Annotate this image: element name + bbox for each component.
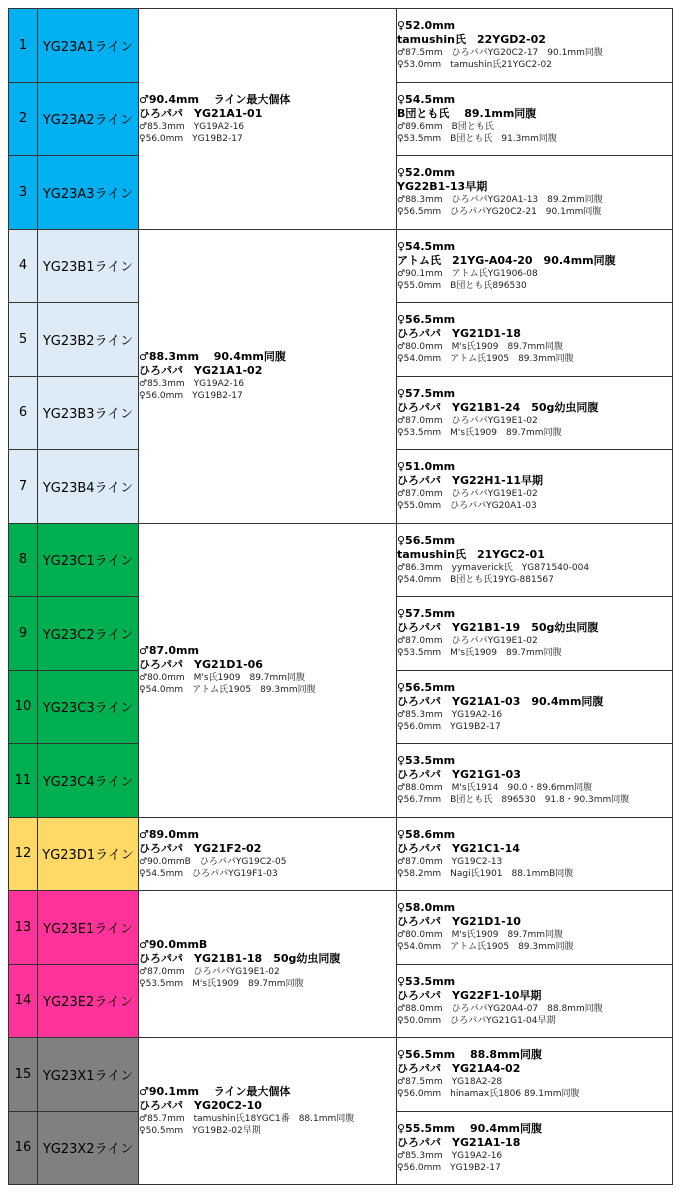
sire-id: ひろパパ YG21A1-02 [139,364,263,377]
line-number: 1 [9,9,38,83]
line-number: 14 [9,964,38,1038]
dam-parent: ♀56.0mm hinamax氏1806 89.1mm同腹 [397,1089,580,1100]
sire-info [139,891,397,1038]
dam-id: ひろパパ YG21D1-18 [397,327,521,341]
sire-info [139,1038,397,1185]
sire-parent: ♀54.5mm ひろパパYG19F1-03 [139,868,278,879]
line-name: YG23X1ライン [38,1038,139,1112]
dam-size: ♀58.0mm [397,901,456,915]
dam-id: ひろパパ YG21G1-03 [397,768,521,782]
table-row [9,229,673,303]
line-number: 12 [9,817,38,891]
line-number: 16 [9,1111,38,1185]
dam-parent: ♀54.0mm アトム氏1905 89.3mm同腹 [397,942,574,953]
dam-id: ひろパパ YG21A4-02 [397,1062,521,1076]
table-row [9,523,673,597]
line-name: YG23D1ライン [38,817,139,891]
dam-info [397,229,673,303]
dam-info [397,744,673,818]
dam-parent: ♂87.0mm ひろパパYG19E1-02 [397,489,538,500]
dam-id: アトム氏 21YG-A04-20 90.4mm同腹 [397,253,616,267]
sire-parent: ♂85.3mm YG19A2-16 [139,121,245,132]
line-number: 11 [9,744,38,818]
dam-info [397,376,673,450]
dam-id: tamushin氏 22YGD2-02 [397,33,546,47]
sire-parent: ♀50.5mm YG19B2-02早期 [139,1126,261,1136]
dam-parent: ♀56.5mm ひろパパYG20C2-21 90.1mm同腹 [397,207,602,218]
dam-id: ひろパパ YG21B1-24 50g幼虫同腹 [397,400,599,414]
sire-parent: ♂90.0mmB ひろパパYG19C2-05 [139,856,287,867]
dam-size: ♀58.6mm [397,827,456,841]
dam-parent: ♂87.5mm YG18A2-28 [397,1077,503,1088]
dam-size: ♀56.5mm [397,680,456,694]
table-row [9,1038,673,1112]
line-number: 6 [9,376,38,450]
dam-id: YG22B1-13早期 [397,180,488,194]
sire-id: ひろパパ YG21F2-02 [139,841,262,855]
sire-size: ♂87.0mm [139,644,199,657]
dam-size: ♀52.0mm [397,19,456,33]
dam-info [397,670,673,744]
dam-size: ♀57.5mm [397,607,456,621]
dam-info [397,1038,673,1112]
dam-info [397,82,673,156]
sire-size: ♂90.4mm ライン最大個体 [139,92,291,106]
dam-parent: ♂87.5mm ひろパパYG20C2-17 90.1mm同腹 [397,48,603,59]
dam-id: B団とも氏 89.1mm同腹 [397,106,537,120]
dam-parent: ♀54.0mm B団とも氏19YG-881567 [397,574,554,585]
dam-info [397,1111,673,1185]
sire-parent: ♂85.7mm tamushin氏18YGC1番 88.1mm同腹 [139,1114,355,1124]
dam-parent: ♂85.3mm YG19A2-16 [397,1150,503,1161]
sire-size: ♂90.0mmB [139,938,208,951]
dam-size: ♀54.5mm [397,92,456,106]
dam-size: ♀51.0mm [397,460,456,474]
sire-parent: ♂80.0mm M's氏1909 89.7mm同腹 [139,673,306,683]
sire-parent: ♀56.0mm YG19B2-17 [139,391,243,401]
dam-parent: ♂90.1mm アトム氏YG1906-08 [397,268,538,279]
dam-size: ♀55.5mm 90.4mm同腹 [397,1121,543,1135]
dam-size: ♀52.0mm [397,166,456,180]
sire-id: ひろパパ YG21B1-18 50g幼虫同腹 [139,952,341,965]
line-number: 9 [9,597,38,671]
dam-size: ♀56.5mm 88.8mm同腹 [397,1048,543,1062]
line-number: 15 [9,1038,38,1112]
line-name: YG23C3ライン [38,670,139,744]
dam-parent: ♂89.6mm B団とも氏 [397,121,494,132]
sire-size: ♂88.3mm 90.4mm同腹 [139,350,286,363]
line-name: YG23B3ライン [38,376,139,450]
dam-id: tamushin氏 21YGC2-01 [397,547,545,561]
sire-parent: ♀56.0mm YG19B2-17 [139,133,243,144]
dam-id: ひろパパ YG21D1-10 [397,915,521,929]
line-number: 3 [9,156,38,230]
sire-id: ひろパパ YG21A1-01 [139,106,263,120]
dam-size: ♀53.5mm [397,754,456,768]
table-row [9,891,673,965]
sire-info [139,817,397,891]
dam-size: ♀56.5mm [397,533,456,547]
dam-parent: ♂87.0mm ひろパパYG19E1-02 [397,415,538,426]
line-number: 7 [9,450,38,524]
sire-id: ひろパパ YG21D1-06 [139,658,263,671]
sire-size: ♂90.1mm ライン最大個体 [139,1085,291,1098]
dam-info [397,156,673,230]
dam-parent: ♂80.0mm M's氏1909 89.7mm同腹 [397,342,564,353]
line-number: 10 [9,670,38,744]
line-name: YG23X2ライン [38,1111,139,1185]
dam-parent: ♂86.3mm yymaverick氏 YG871540-004 [397,562,590,573]
dam-size: ♀54.5mm [397,239,456,253]
dam-info [397,817,673,891]
line-name: YG23A1ライン [38,9,139,83]
dam-id: ひろパパ YG22H1-11早期 [397,474,544,488]
dam-size: ♀57.5mm [397,386,456,400]
line-name: YG23B2ライン [38,303,139,377]
dam-parent: ♂80.0mm M's氏1909 89.7mm同腹 [397,930,564,941]
dam-parent: ♀50.0mm ひろパパYG21G1-04早期 [397,1015,556,1026]
dam-info [397,523,673,597]
dam-parent: ♂85.3mm YG19A2-16 [397,709,503,720]
dam-info [397,891,673,965]
dam-parent: ♂88.0mm M's氏1914 90.0・89.6mm同腹 [397,783,593,794]
dam-parent: ♂88.0mm ひろパパYG20A4-07 88.8mm同腹 [397,1003,603,1014]
dam-info [397,303,673,377]
line-name: YG23A2ライン [38,82,139,156]
line-number: 2 [9,82,38,156]
dam-size: ♀56.5mm [397,313,456,327]
line-number: 5 [9,303,38,377]
sire-info [139,523,397,817]
sire-parent: ♂85.3mm YG19A2-16 [139,379,245,389]
dam-id: ひろパパ YG21A1-18 [397,1135,521,1149]
sire-parent: ♀53.5mm M's氏1909 89.7mm同腹 [139,979,304,989]
table-row [9,9,673,83]
sire-parent: ♂87.0mm ひろパパYG19E1-02 [139,967,280,977]
dam-info [397,964,673,1038]
dam-parent: ♀53.5mm M's氏1909 89.7mm同腹 [397,427,562,438]
dam-id: ひろパパ YG22F1-10早期 [397,988,542,1002]
dam-parent: ♀54.0mm アトム氏1905 89.3mm同腹 [397,354,574,365]
dam-parent: ♀56.0mm YG19B2-17 [397,1162,501,1173]
dam-id: ひろパパ YG21C1-14 [397,841,520,855]
line-name: YG23E2ライン [38,964,139,1038]
dam-id: ひろパパ YG21A1-03 90.4mm同腹 [397,694,604,708]
dam-parent: ♀55.0mm ひろパパYG20A1-03 [397,501,537,512]
dam-parent: ♀56.0mm YG19B2-17 [397,721,501,732]
sire-size: ♂89.0mm [139,827,199,841]
sire-parent: ♀54.0mm アトム氏1905 89.3mm同腹 [139,685,316,695]
dam-parent: ♀58.2mm Nagi氏1901 88.1mmB同腹 [397,868,574,879]
line-name: YG23C1ライン [38,523,139,597]
sire-id: ひろパパ YG20C2-10 [139,1099,262,1112]
line-name: YG23E1ライン [38,891,139,965]
line-name: YG23B1ライン [38,229,139,303]
dam-parent: ♀53.0mm tamushin氏21YGC2-02 [397,60,552,71]
dam-parent: ♀53.5mm B団とも氏 91.3mm同腹 [397,133,557,144]
table-row [9,817,673,891]
line-name: YG23A3ライン [38,156,139,230]
line-name: YG23B4ライン [38,450,139,524]
dam-size: ♀53.5mm [397,974,456,988]
dam-id: ひろパパ YG21B1-19 50g幼虫同腹 [397,621,599,635]
dam-info [397,9,673,83]
dam-parent: ♀55.0mm B団とも氏896530 [397,280,527,291]
dam-parent: ♂88.3mm ひろパパYG20A1-13 89.2mm同腹 [397,195,603,206]
dam-info [397,597,673,671]
sire-info [139,229,397,523]
bloodline-table [8,8,673,1185]
dam-parent: ♂87.0mm ひろパパYG19E1-02 [397,636,538,647]
line-name: YG23C2ライン [38,597,139,671]
line-number: 8 [9,523,38,597]
sire-info [139,9,397,230]
dam-parent: ♀53.5mm M's氏1909 89.7mm同腹 [397,648,562,659]
dam-parent: ♂87.0mm YG19C2-13 [397,856,503,867]
line-number: 4 [9,229,38,303]
dam-parent: ♀56.7mm B団とも氏 896530 91.8・90.3mm同腹 [397,795,630,806]
line-name: YG23C4ライン [38,744,139,818]
line-number: 13 [9,891,38,965]
dam-info [397,450,673,524]
